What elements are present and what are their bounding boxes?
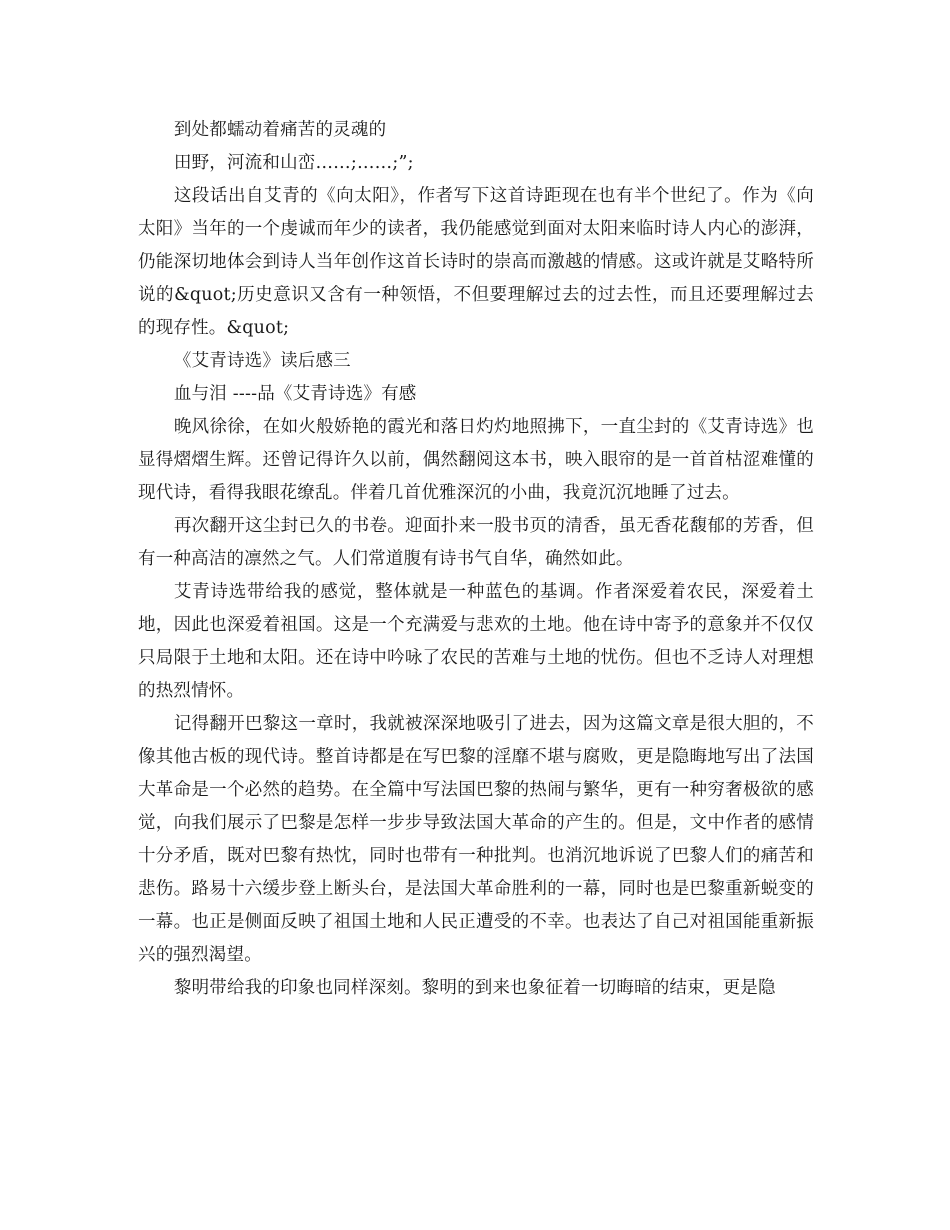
body-paragraph: 艾青诗选带给我的感觉，整体就是一种蓝色的基调。作者深爱着农民，深爱着土地，因此也深爱着祖国。这是一个充满爱与悲欢的土地。他在诗中寄予的意象并不仅仅只局限于土地和太阳。还在诗中吟咏了农民的苦难与土地的忧伤。但也不乏诗人对理想的热烈情怀。 [138, 582, 814, 701]
body-paragraph: 黎明带给我的印象也同样深刻。黎明的到来也象征着一切晦暗的结束，更是隐 [173, 978, 776, 998]
body-paragraph: 记得翻开巴黎这一章时，我就被深深地吸引了进去，因为这篇文章是很大胆的，不像其他古板的现代诗。整首诗都是在写巴黎的淫靡不堪与腐败，更是隐晦地写出了法国大革命是一个必然的趋势。在全篇中写法国巴黎的热闹与繁华，更有一种穷奢极欲的感觉，向我们展示了巴黎是怎样一步步导致法国大革命的产生的。但是，文中作者的感情十分矛盾，既对巴黎有热忱，同时也带有一种批判。也消沉地诉说了巴黎人们的痛苦和悲伤。路易十六缓步登上断头台，是法国大革命胜利的一幕，同时也是巴黎重新蜕变的一幕。也正是侧面反映了祖国土地和人民正遭受的不幸。也表达了自己对祖国能重新振兴的强烈渴望。 [138, 714, 814, 965]
body-paragraph: 这段话出自艾青的《向太阳》，作者写下这首诗距现在也有半个世纪了。作为《向太阳》当年的一个虔诚而年少的读者，我仍能感觉到面对太阳来临时诗人内心的澎湃，仍能深切地体会到诗人当年创作这首长诗时的崇高而激越的情感。这或许就是艾略特所说的&quot;历史意识又含有一种领悟，不但要理解过去的过去性，而且还要理解过去的现存性。&quot; [138, 186, 814, 338]
poem-line: 到处都蠕动着痛苦的灵魂的 [173, 120, 387, 140]
poem-line: 田野，河流和山峦……;……;”; [173, 153, 414, 173]
essay-subtitle: 血与泪 ----品《艾青诗选》有感 [173, 384, 417, 404]
body-paragraph: 晚风徐徐，在如火般娇艳的霞光和落日灼灼地照拂下，一直尘封的《艾青诗选》也显得熠熠生辉。还曾记得许久以前，偶然翻阅这本书，映入眼帘的是一首首枯涩难懂的现代诗，看得我眼花缭乱。伴着几首优雅深沉的小曲，我竟沉沉地睡了过去。 [138, 417, 814, 503]
document-body [138, 114, 814, 1005]
body-paragraph: 再次翻开这尘封已久的书卷。迎面扑来一股书页的清香，虽无香花馥郁的芳香，但有一种高洁的凛然之气。人们常道腹有诗书气自华，确然如此。 [138, 516, 814, 569]
section-title: 《艾青诗选》读后感三 [173, 351, 351, 371]
